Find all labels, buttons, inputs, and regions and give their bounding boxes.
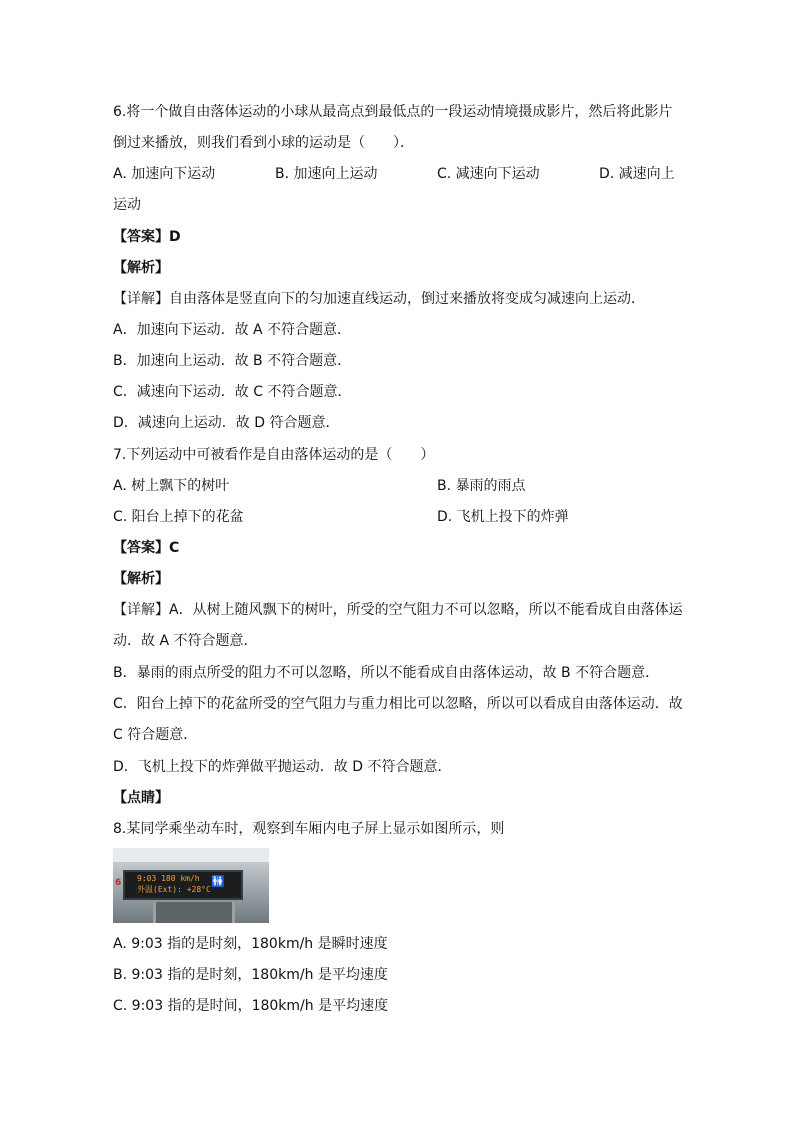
- q6-explain-b: B．加速向上运动．故 B 不符合题意．: [113, 353, 352, 369]
- q7-option-a: A. 树上飘下的树叶: [113, 478, 230, 494]
- q8-option-c: C. 9:03 指的是时间，180km/h 是平均速度: [113, 998, 389, 1014]
- q7-detail-line2: 动．故 A 不符合题意．: [113, 633, 258, 649]
- q8-option-b: B. 9:03 指的是时刻，180km/h 是平均速度: [113, 967, 388, 983]
- q7-answer: 【答案】C: [113, 540, 180, 556]
- q6-option-d: D. 减速向上: [599, 166, 675, 182]
- q6-explain-d: D．减速向上运动．故 D 符合题意．: [113, 415, 340, 431]
- q7-analysis-heading: 【解析】: [113, 571, 169, 587]
- train-display-photo: [113, 848, 269, 923]
- q7-explain-c-line1: C．阳台上掉下的花盆所受的空气阻力与重力相比可以忽略，所以可以看成自由落体运动．故: [113, 696, 683, 712]
- q6-explain-a: A．加速向下运动．故 A 不符合题意．: [113, 322, 352, 338]
- led-line1: 9:03 180 km/h: [137, 874, 200, 883]
- q6-explain-c: C．减速向下运动．故 C 不符合题意．: [113, 384, 352, 400]
- q8-stem: 8.某同学乘坐动车时，观察到车厢内电子屏上显示如图所示，则: [113, 821, 505, 837]
- q7-explain-c-line2: C 符合题意．: [113, 727, 198, 743]
- q6-stem-line1: 6.将一个做自由落体运动的小球从最高点到最低点的一段运动情境摄成影片，然后将此影片: [113, 104, 673, 120]
- q7-stem: 7.下列运动中可被看作是自由落体运动的是（ ）: [113, 447, 435, 463]
- led-display-panel: [123, 870, 243, 900]
- q7-explain-d: D．飞机上投下的炸弹做平抛运动．故 D 不符合题意．: [113, 759, 452, 775]
- q7-option-d: D. 飞机上投下的炸弹: [437, 509, 569, 525]
- q7-option-c: C. 阳台上掉下的花盆: [113, 509, 244, 525]
- q7-option-b: B. 暴雨的雨点: [437, 478, 526, 494]
- q6-analysis-heading: 【解析】: [113, 260, 169, 276]
- led-line2: 外温(Ext): +28°C: [137, 885, 211, 894]
- photo-ceiling: [113, 848, 269, 862]
- q6-option-d-wrap: 运动: [113, 197, 141, 213]
- q7-explain-b: B．暴雨的雨点所受的阻力不可以忽略，所以不能看成自由落体运动，故 B 不符合题意．: [113, 665, 660, 681]
- q6-answer: 【答案】D: [113, 229, 181, 245]
- photo-car-number: 6: [115, 878, 122, 888]
- q6-stem-line2: 倒过来播放，则我们看到小球的运动是（ ）．: [113, 135, 414, 151]
- photo-door: [153, 902, 235, 923]
- q6-option-c: C. 减速向下运动: [437, 166, 540, 182]
- q7-comment-heading: 【点睛】: [113, 790, 169, 806]
- q6-option-a: A. 加速向下运动: [113, 166, 216, 182]
- q6-option-b: B. 加速向上运动: [275, 166, 378, 182]
- restroom-icon: 🚻: [211, 875, 225, 888]
- q8-option-a: A. 9:03 指的是时刻，180km/h 是瞬时速度: [113, 936, 388, 952]
- q6-detail: 【详解】自由落体是竖直向下的匀加速直线运动，倒过来播放将变成匀减速向上运动．: [113, 291, 645, 307]
- q7-detail-line1: 【详解】A．从树上随风飘下的树叶，所受的空气阻力不可以忽略，所以不能看成自由落体运: [113, 602, 683, 618]
